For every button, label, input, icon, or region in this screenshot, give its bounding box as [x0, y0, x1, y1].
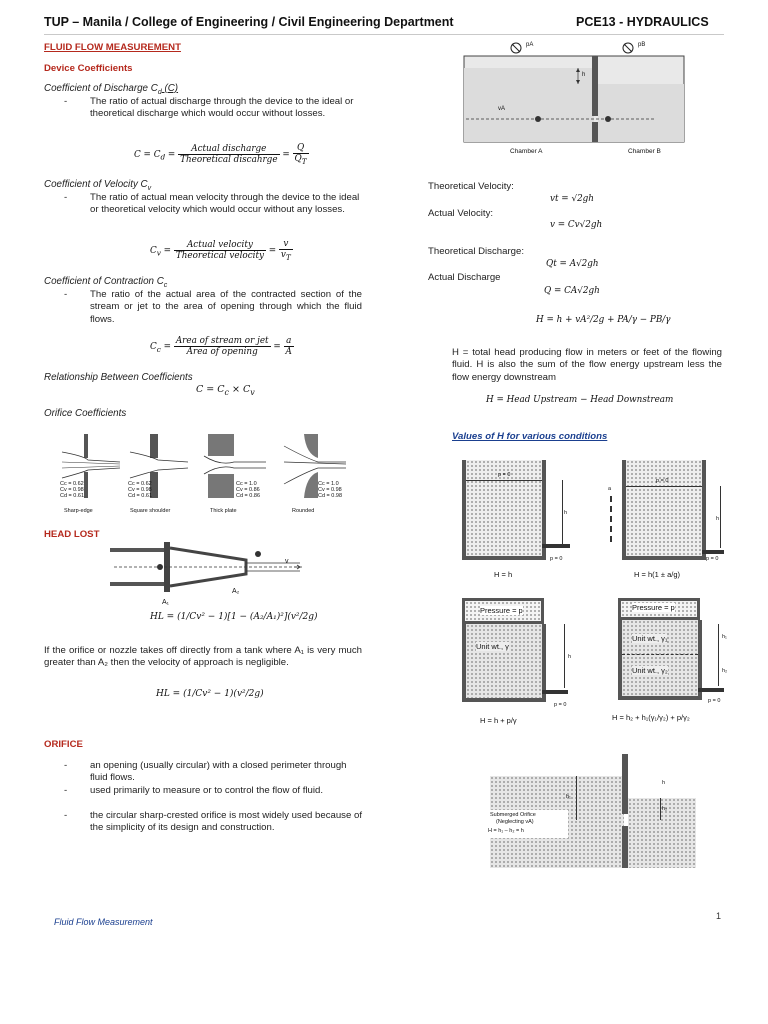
nozzle-figure	[104, 538, 310, 598]
h1-dimension	[576, 776, 577, 820]
header-course: PCE13 - HYDRAULICS	[576, 15, 709, 29]
h-dimension	[718, 624, 719, 686]
pressure-bottom: p = 0	[550, 556, 563, 562]
pressure-top: Pressure = p	[480, 606, 523, 615]
case-1-figure	[458, 456, 574, 568]
coef-line: Cc = 0.62	[128, 481, 152, 487]
nozzle-icon	[104, 538, 310, 598]
h-dimension	[720, 486, 721, 548]
head-text: H = total head producing flow in meters or feet of the flowing fluid. H is also the sum of the flow energy upstream less the flow energy downstream	[452, 347, 722, 383]
orifice-caption: Sharp-edge	[64, 508, 93, 514]
orifice-bullet-2: used primarily to measure or to control the flow of fluid.	[90, 785, 324, 796]
pressure-top: Pressure = p	[632, 603, 675, 612]
orifice-title: ORIFICE	[44, 739, 83, 750]
act-vel-eq: v = Cv√2gh	[550, 220, 603, 230]
label-h: h	[662, 780, 666, 786]
pressure-top: p = 0	[656, 478, 669, 484]
label-h1: h₁	[566, 794, 571, 800]
cd-title: Coefficient of Discharge $C_d$ (C)	[44, 83, 179, 96]
h2-dimension	[660, 798, 661, 820]
bullet-dash: -	[64, 192, 68, 203]
bullet-dash: -	[64, 760, 68, 771]
cv-text: The ratio of actual mean velocity through the device to the ideal or theoretical velocity which would occur without any losses.	[90, 192, 360, 216]
theo-q-label: Theoretical Discharge:	[428, 246, 524, 257]
label-a1: A₁	[162, 599, 170, 606]
chamber-a-label: Chamber A	[510, 148, 543, 155]
values-title: Values of H for various conditions	[452, 431, 608, 442]
jet	[698, 688, 724, 692]
submerged-sub: (Neglecting vA)	[496, 819, 534, 825]
water-surface	[466, 480, 542, 481]
chamber-diagram	[458, 42, 690, 162]
jet	[542, 544, 570, 548]
label-a: a	[608, 486, 612, 492]
label-h: h	[716, 516, 720, 522]
label-h1: h₁	[722, 634, 727, 640]
cv-title: Coefficient of Velocity $C_v$	[44, 179, 152, 192]
act-q-label: Actual Discharge	[428, 272, 501, 283]
coef-line: Cv = 0.98	[318, 487, 342, 493]
chamber-b-label: Chamber B	[628, 148, 661, 155]
wall-lower	[622, 826, 628, 868]
orifice-bullet-1: an opening (usually circular) with a closed perimeter through fluid flows.	[90, 760, 347, 784]
cc-text: The ratio of the actual area of the contracted section of the stream or jet to the area of opening through which the fluid flows.	[90, 289, 362, 325]
case-3-figure	[458, 594, 588, 712]
head-lost-equation-2: HL = (1/Cv² − 1)(v²/2g)	[156, 689, 264, 699]
pressure-bottom: p = 0	[706, 556, 719, 562]
pressure-bottom: p = 0	[708, 698, 721, 704]
header-institution: TUP – Manila / College of Engineering / Civil Engineering Department	[44, 15, 454, 29]
relationship-equation: $C = C_c \times C_v$	[196, 384, 255, 397]
coef-line: Cd = 0.86	[236, 493, 261, 499]
label-h: h	[564, 510, 568, 516]
coef-line: Cv = 0.86	[236, 487, 260, 493]
pressure-bottom: p = 0	[554, 702, 567, 708]
orifice-fig-thick-plate	[202, 432, 268, 504]
case-4-figure	[614, 594, 734, 712]
theo-q-eq: Qt = A√2gh	[546, 259, 599, 269]
orifice-coeff-title: Orifice Coefficients	[44, 408, 127, 419]
bullet-dash: -	[64, 96, 68, 107]
orifice-caption: Rounded	[292, 508, 315, 514]
orifice-fig-sharp-edge	[58, 432, 122, 504]
label-h: h	[568, 654, 572, 660]
cd-text: The ratio of actual discharge through the device to the ideal or theoretical discharge which would occur without losses.	[90, 96, 354, 120]
submerged-eq: H = h₁ – h₂ = h	[488, 828, 524, 834]
bullet-dash: -	[64, 289, 68, 300]
coef-line: Cc = 1.0	[318, 481, 339, 487]
case-4-formula: H = h₂ + h₁(γ₁/γ₂) + p/γ₂	[612, 713, 690, 722]
footer-title: Fluid Flow Measurement	[54, 917, 153, 927]
cd-equation: $C = C_d$ = $\frac{\text{Actual discharge}}{\text{Theoretical discahrge}}$ = $\frac{Q}{Q_T}$	[134, 143, 307, 166]
coef-line: Cc = 0.62	[60, 481, 84, 487]
submerged-figure	[484, 754, 700, 872]
head-lost-text: If the orifice or nozzle takes off directly from a tank where A₁ is very much greater than A₂ then the velocity of approach is negligible.	[44, 645, 362, 669]
wall-upper	[622, 754, 628, 814]
head-eq-2: H = Head Upstream − Head Downstream	[486, 395, 674, 405]
label-a2: A₂	[232, 588, 240, 595]
relationship-title: Relationship Between Coefficients	[44, 372, 193, 383]
bullet-dash: -	[64, 810, 68, 821]
water-surface	[626, 486, 702, 487]
label-va: vA	[498, 106, 506, 112]
tank	[622, 460, 706, 560]
theo-vel-eq: vt = √2gh	[550, 194, 594, 204]
orifice-caption: Square shoulder	[130, 508, 171, 514]
unit-weight-1: Unit wt., γ₁	[632, 634, 668, 643]
unit-weight-2: Unit wt., γ₂	[632, 666, 668, 675]
label-h2: h₂	[722, 668, 728, 674]
orifice-fig-rounded	[282, 432, 348, 504]
coef-line: Cd = 0.61	[128, 493, 153, 499]
label-h: h	[582, 72, 586, 78]
cc-title: Coefficient of Contraction $C_c$	[44, 276, 168, 289]
case-1-formula: H = h	[494, 570, 513, 579]
orifice-fig-square-shoulder	[126, 432, 190, 504]
h-dimension	[562, 480, 563, 544]
pressure-top: p = 0	[498, 472, 511, 478]
header-rule	[44, 34, 724, 35]
tank	[462, 624, 546, 702]
h-dimension	[564, 624, 565, 688]
case-2-figure	[598, 456, 728, 568]
submerged-title: Submerged Orifice	[490, 812, 536, 818]
bullet-dash: -	[64, 785, 68, 796]
jet	[542, 690, 568, 694]
head-eq: H = h + vA²/2g + PA/γ − PB/γ	[536, 315, 671, 325]
jet	[702, 550, 724, 554]
coef-line: Cv = 0.98	[60, 487, 84, 493]
cv-equation: $C_v$ = $\frac{\text{Actual velocity}}{\text{Theoretical velocity}}$ = $\frac{v}{v_T}$	[150, 239, 291, 262]
label-pb: pB	[638, 42, 646, 48]
case-2-formula: H = h(1 ± a/g)	[634, 570, 681, 579]
coef-line: Cc = 1.0	[236, 481, 257, 487]
page-number: 1	[716, 911, 722, 921]
theo-vel-label: Theoretical Velocity:	[428, 181, 514, 192]
head-lost-title: HEAD LOST	[44, 529, 100, 540]
orifice-bullet-3: the circular sharp-crested orifice is most widely used because of the simplicity of its design and construction.	[90, 810, 362, 834]
coef-line: Cd = 0.61	[60, 493, 85, 499]
case-3-formula: H = h + p/γ	[480, 716, 517, 725]
subsection-title: Device Coefficients	[44, 63, 133, 74]
acceleration-arrow	[610, 496, 612, 542]
label-pa: pA	[526, 42, 534, 48]
section-title: FLUID FLOW MEASUREMENT	[44, 42, 181, 53]
tank	[618, 620, 702, 700]
coef-line: Cd = 0.98	[318, 493, 343, 499]
act-vel-label: Actual Velocity:	[428, 208, 494, 219]
unit-weight: Unit wt., γ	[476, 642, 509, 651]
chamber-figure	[458, 42, 690, 162]
fluid-interface	[622, 654, 698, 655]
act-q-eq: Q = CA√2gh	[544, 286, 600, 296]
label-h2: h₂	[662, 806, 668, 812]
coef-line: Cv = 0.98	[128, 487, 152, 493]
orifice-caption: Thick plate	[210, 508, 237, 514]
head-lost-equation: HL = (1/Cv² − 1)[1 − (A₂/A₁)²](v²/2g)	[150, 612, 318, 622]
cc-equation: $C_c$ = $\frac{\text{Area of stream or jet}}{\text{Area of opening}}$ = $\frac{a}{A}$	[150, 336, 292, 357]
label-v: v	[285, 558, 289, 565]
